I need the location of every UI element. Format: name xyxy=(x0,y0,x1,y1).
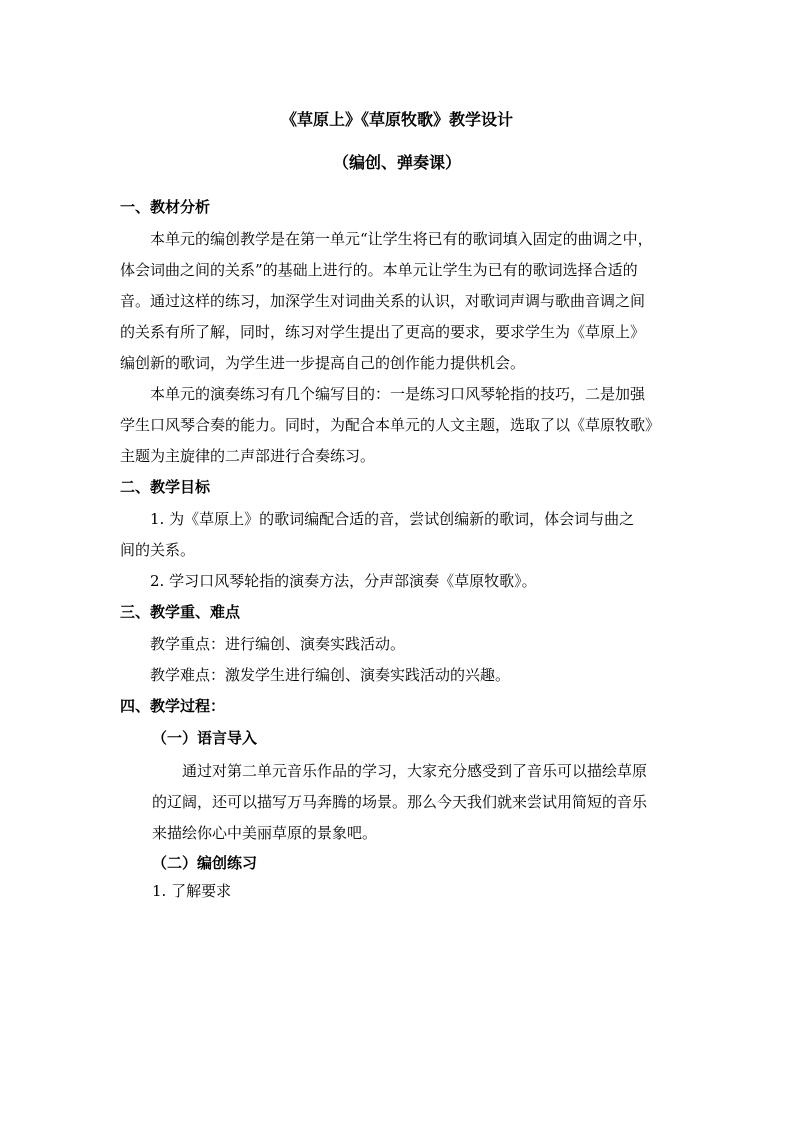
paragraph-line: 通过对第二单元音乐作品的学习，大家充分感受到了音乐可以描绘草原 xyxy=(182,762,648,780)
section-heading-materials: 一、教材分析 xyxy=(120,198,211,216)
paragraph-line: 编创新的歌词，为学生进一步提高自己的创作能力提供机会。 xyxy=(120,354,526,372)
paragraph-line: 的辽阔，还可以描写万马奔腾的场景。那么今天我们就来尝试用简短的音乐 xyxy=(152,793,648,811)
document-subtitle: （编创、弹奏课） xyxy=(332,153,461,172)
list-item-continuation: 间的关系。 xyxy=(120,541,196,559)
section-heading-process: 四、教学过程： xyxy=(120,697,226,715)
paragraph-line: 本单元的演奏练习有几个编写目的：一是练习口风琴轮指的技巧，二是加强 xyxy=(150,385,646,403)
paragraph-line: 体会词曲之间的关系”的基础上进行的。本单元让学生为已有的歌词选择合适的 xyxy=(120,261,638,279)
key-point-line: 教学重点：进行编创、演奏实践活动。 xyxy=(150,635,406,653)
list-item: 1. 为《草原上》的歌词编配合适的音，尝试创编新的歌词，体会词与曲之 xyxy=(150,510,635,528)
paragraph-line: 音。通过这样的练习，加深学生对词曲关系的认识，对歌词声调与歌曲音调之间 xyxy=(120,292,646,310)
paragraph-line: 学生口风琴合奏的能力。同时，为配合本单元的人文主题，选取了以《草原牧歌》 xyxy=(120,416,661,434)
subsection-heading-intro: （一）语言导入 xyxy=(152,729,258,747)
subsection-heading-composition: （二）编创练习 xyxy=(152,854,258,872)
difficult-point-line: 教学难点：激发学生进行编创、演奏实践活动的兴趣。 xyxy=(150,666,511,684)
section-heading-objectives: 二、教学目标 xyxy=(120,478,211,496)
paragraph-line: 来描绘你心中美丽草原的景象吧。 xyxy=(152,824,378,842)
paragraph-line: 本单元的编创教学是在第一单元“让学生将已有的歌词填入固定的曲调之中， xyxy=(150,230,653,248)
section-heading-key-points: 三、教学重、难点 xyxy=(120,603,241,621)
paragraph-line: 主题为主旋律的二声部进行合奏练习。 xyxy=(120,447,376,465)
paragraph-line: 的关系有所了解，同时，练习对学生提出了更高的要求，要求学生为《草原上》 xyxy=(120,323,646,341)
document-title: 《草原上》《草原牧歌》教学设计 xyxy=(280,110,513,129)
list-item: 1. 了解要求 xyxy=(152,882,232,900)
list-item: 2. 学习口风琴轮指的演奏方法，分声部演奏《草原牧歌》。 xyxy=(150,572,537,590)
